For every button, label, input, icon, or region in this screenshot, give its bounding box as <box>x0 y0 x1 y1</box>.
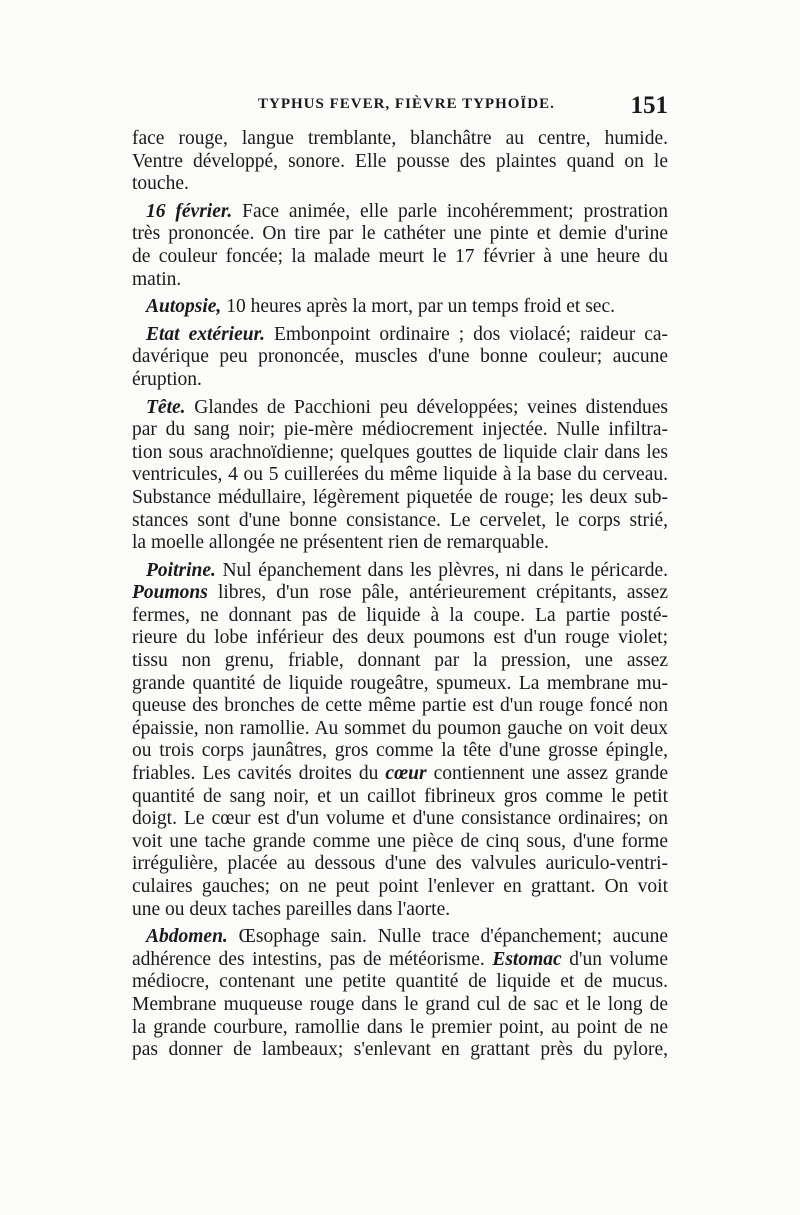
text-line <box>132 128 668 151</box>
line-text: quantité de sang noir, et un caillot fibrineux gros comme le petit <box>132 785 668 807</box>
line-text: Substance médullaire, légèrement piquetée de rouge; les deux sub- <box>132 486 668 508</box>
italic-heading: Estomac <box>484 948 562 970</box>
line-text: ventricules, 4 ou 5 cuillerées du même liquide à la base du cerveau. <box>132 464 668 486</box>
line-text: tissu non grenu, friable, donnant par la pression, une assez <box>132 650 668 672</box>
text-line <box>132 201 668 224</box>
line-text: d'un volume <box>561 948 668 970</box>
line-text: Embonpoint ordinaire ; dos violacé; raideur ca- <box>264 323 668 345</box>
text-line <box>132 949 668 972</box>
italic-heading: Etat extérieur. <box>146 323 265 345</box>
text-line <box>132 173 668 196</box>
line-text: pas donner de lambeaux; s'enlevant en grattant près du pylore, <box>132 1039 668 1061</box>
text-line <box>132 831 668 854</box>
line-text: matin. <box>132 268 182 290</box>
text-line <box>132 487 668 510</box>
paragraph <box>132 324 668 392</box>
text-line <box>132 1017 668 1040</box>
line-text: éruption. <box>132 368 202 390</box>
line-text: touche. <box>132 173 189 195</box>
italic-heading: Autopsie, <box>146 296 222 318</box>
line-text: contiennent une assez grande <box>426 763 668 785</box>
text-line <box>132 151 668 174</box>
text-line <box>132 296 668 319</box>
line-text: davérique peu prononcée, muscles d'une bonne couleur; aucune <box>132 346 668 368</box>
line-text: tion sous arachnoïdienne; quelques gouttes de liquide clair dans les <box>132 441 668 463</box>
line-text: doigt. Le cœur est d'un volume et d'une consistance ordinaires; on <box>132 808 668 830</box>
line-text: rieure du lobe inférieur des deux poumons est d'un rouge violet; <box>132 627 668 649</box>
text-line <box>132 442 668 465</box>
text-line <box>132 740 668 763</box>
italic-heading: Abdomen. <box>146 926 228 948</box>
text-line <box>132 560 668 583</box>
line-text: Nul épanchement dans les plèvres, ni dans le péricarde. <box>215 559 668 581</box>
line-text: grande quantité de liquide rougeâtre, spumeux. La membrane mu- <box>132 672 668 694</box>
line-text: épaissie, non ramollie. Au sommet du poumon gauche on voit deux <box>132 717 668 739</box>
text-line <box>132 346 668 369</box>
line-text: stances sont d'une bonne consistance. Le cervelet, le corps strié, <box>132 509 668 531</box>
line-text: la grande courbure, ramollie dans le premier point, au point de ne <box>132 1016 668 1038</box>
line-text: ou trois corps jaunâtres, gros comme la tête d'une grosse épingle, <box>132 740 668 762</box>
line-text: queuse des bronches de cette même partie est d'un rouge foncé non <box>132 695 668 717</box>
text-line <box>132 718 668 741</box>
line-text: la moelle allongée ne présentent rien de remarquable. <box>132 532 549 554</box>
line-text: friables. Les cavités droites du <box>132 763 379 785</box>
line-text: irrégulière, placée au dessous d'une des valvules auriculo-ventri- <box>132 853 668 875</box>
text-line <box>132 1039 668 1062</box>
line-text: Membrane muqueuse rouge dans le grand cul de sac et le long de <box>132 993 668 1015</box>
paragraph <box>132 201 668 291</box>
text-line <box>132 246 668 269</box>
page-number: 151 <box>630 92 668 119</box>
line-text: une ou deux taches pareilles dans l'aorte. <box>132 898 451 920</box>
paragraph <box>132 296 668 319</box>
line-text: Œsophage sain. Nulle trace d'épanchement; aucune <box>227 926 668 948</box>
text-line <box>132 464 668 487</box>
italic-heading: Poitrine. <box>146 559 216 581</box>
text-line <box>132 899 668 922</box>
line-text: médiocre, contenant une petite quantité de liquide et de mucus. <box>132 971 668 993</box>
line-text: fermes, ne donnant pas de liquide à la coupe. La partie posté- <box>132 604 668 626</box>
text-line <box>132 650 668 673</box>
line-text: voit une tache grande comme une pièce de cinq sous, d'une forme <box>132 830 668 852</box>
text-line <box>132 324 668 347</box>
text-line <box>132 419 668 442</box>
line-text: Face animée, elle parle incohéremment; prostration <box>232 200 668 222</box>
paragraph <box>132 397 668 555</box>
line-text: très prononcée. On tire par le cathéter une pinte et demie d'urine <box>132 223 668 245</box>
line-text: culaires gauches; on ne peut point l'enlever en grattant. On voit <box>132 876 668 897</box>
text-line <box>132 605 668 628</box>
line-text: par du sang noir; pie-mère médiocrement injectée. Nulle infiltra- <box>132 419 668 441</box>
text-line <box>132 786 668 809</box>
text-line <box>132 763 668 786</box>
text-line <box>132 532 668 555</box>
line-text: libres, d'un rose pâle, antérieurement crépitants, assez <box>207 582 668 604</box>
line-text: face rouge, langue tremblante, blanchâtre au centre, humide. <box>132 128 668 149</box>
italic-heading: Poumons <box>132 582 208 604</box>
italic-heading: 16 février. <box>146 200 233 222</box>
text-line <box>132 926 668 949</box>
text-line <box>132 223 668 246</box>
text-line <box>132 673 668 696</box>
text-line <box>132 808 668 831</box>
text-line <box>132 369 668 392</box>
text-line <box>132 876 668 899</box>
text-line <box>132 971 668 994</box>
text-line <box>132 994 668 1017</box>
text-line <box>132 269 668 292</box>
text-line <box>132 627 668 650</box>
text-line <box>132 510 668 533</box>
line-text: de couleur foncée; la malade meurt le 17 février à une heure du <box>132 245 668 267</box>
paragraph <box>132 128 668 196</box>
line-text: Glandes de Pacchioni peu développées; veines distendues <box>185 396 668 418</box>
text-line <box>132 397 668 420</box>
running-head <box>132 92 668 122</box>
text-line <box>132 695 668 718</box>
body-text <box>132 128 668 1062</box>
text-line <box>132 582 668 605</box>
italic-heading: Tête. <box>146 396 186 418</box>
line-text: 10 heures après la mort, par un temps froid et sec. <box>221 296 615 318</box>
line-text: adhérence des intestins, pas de météorisme. <box>132 948 485 970</box>
italic-heading: cœur <box>378 763 427 785</box>
paragraph <box>132 926 668 1062</box>
text-line <box>132 853 668 876</box>
running-title: TYPHUS FEVER, FIÈVRE TYPHOÏDE. <box>258 96 555 112</box>
paragraph <box>132 560 668 922</box>
line-text: Ventre développé, sonore. Elle pousse des plaintes quand on le <box>132 150 668 172</box>
